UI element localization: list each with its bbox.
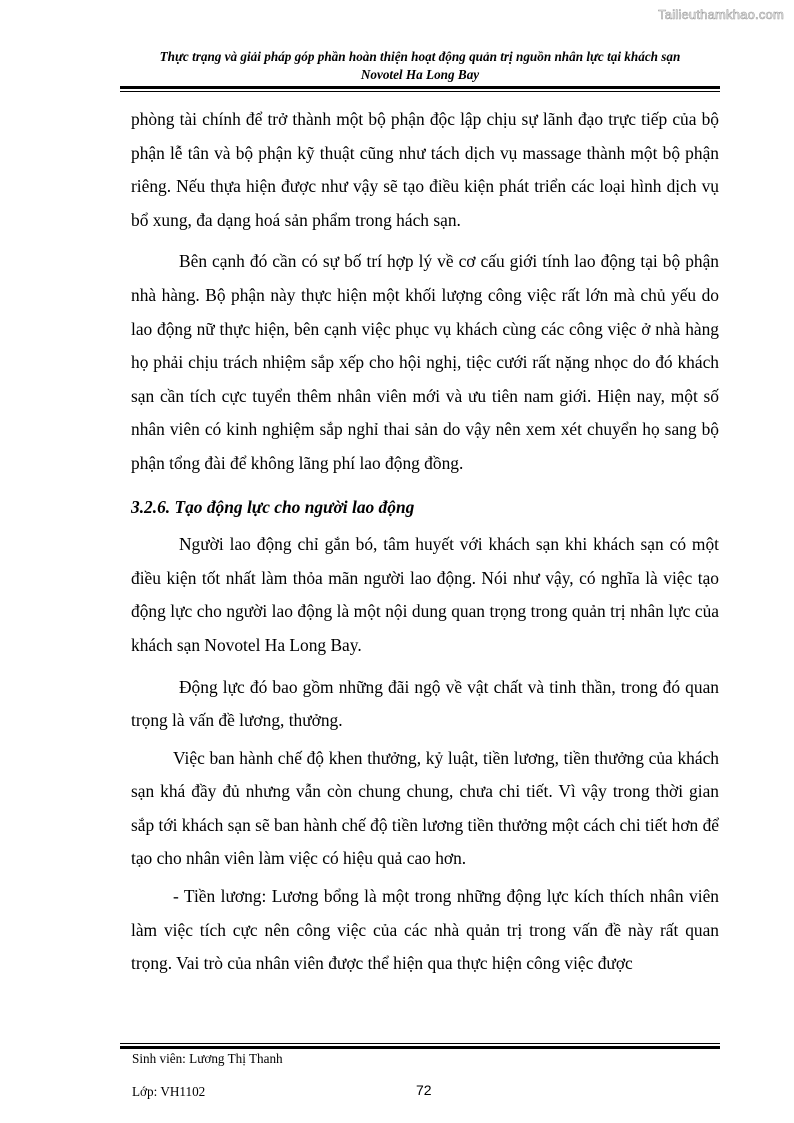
watermark-text: Tailieuthamkhao.com xyxy=(658,7,784,22)
page-number: 72 xyxy=(416,1082,432,1098)
header-rule xyxy=(120,86,720,92)
running-header xyxy=(120,48,720,84)
footer-student: Sinh viên: Lương Thị Thanh xyxy=(132,1051,283,1066)
footer-class: Lớp: VH1102 xyxy=(132,1084,206,1099)
paragraph-3: Người lao động chỉ gắn bó, tâm huyết với khách sạn khi khách sạn có một điều kiện tốt nhất làm thỏa mãn người lao động. Nói như vậy, có nghĩa là việc tạo động lực cho người lao động là một nội dung quan trọng trong quản trị nhân lực của khách sạn Novotel Ha Long Bay. xyxy=(131,534,719,655)
paragraph-6: - Tiền lương: Lương bổng là một trong những động lực kích thích nhân viên làm việc tích cực nên công việc của các nhà quản trị trong vấn đề này rất quan trọng. Vai trò của nhân viên được thể hiện qua thực hiện công việc được xyxy=(131,886,719,974)
paragraph-1: phòng tài chính để trở thành một bộ phận độc lập chịu sự lãnh đạo trực tiếp của bộ phận lễ tân và bộ phận kỹ thuật cũng như tách dịch vụ massage thành một bộ phận riêng. Nếu thựa hiện được như vậy sẽ tạo điều kiện phát triển các loại hình dịch vụ bổ xung, đa dạng hoá sản phẩm trong hách sạn. xyxy=(131,109,719,230)
paragraph-2: Bên cạnh đó cần có sự bố trí hợp lý về cơ cấu giới tính lao động tại bộ phận nhà hàng. Bộ phận này thực hiện một khối lượng công việc rất lớn mà chủ yếu do lao động nữ thực hiện, bên cạnh việc phục vụ khách cùng các công việc ở nhà hàng họ phải chịu trách nhiệm sắp xếp cho hội nghị, tiệc cưới rất nặng nhọc do đó khách sạn cần tích cực tuyển thêm nhân viên mới và ưu tiên nam giới. Hiện nay, một số nhân viên có kinh nghiệm sắp nghỉ thai sản do vậy nên xem xét chuyển họ sang bộ phận tổng đài để không lãng phí lao động đồng. xyxy=(131,251,719,473)
footer-rule xyxy=(120,1043,720,1049)
page-body xyxy=(131,103,719,989)
section-heading: 3.2.6. Tạo động lực cho người lao động xyxy=(131,496,415,517)
paragraph-5: Việc ban hành chế độ khen thưởng, kỷ luật, tiền lương, tiền thưởng của khách sạn khá đầy đủ nhưng vẫn còn chung chung, chưa chi tiết. Vì vậy trong thời gian sắp tới khách sạn sẽ ban hành chế độ tiền lương tiền thưởng một cách chi tiết hơn để tạo cho nhân viên làm việc có hiệu quả cao hơn. xyxy=(131,747,719,869)
header-line-1: Thực trạng và giải pháp góp phần hoàn thiện hoạt động quản trị nguồn nhân lực tại khách sạn xyxy=(159,49,681,64)
header-line-2: Novotel Ha Long Bay xyxy=(360,67,480,82)
paragraph-4: Động lực đó bao gồm những đãi ngộ về vật chất và tinh thần, trong đó quan trọng là vấn đề lương, thưởng. xyxy=(131,676,719,731)
